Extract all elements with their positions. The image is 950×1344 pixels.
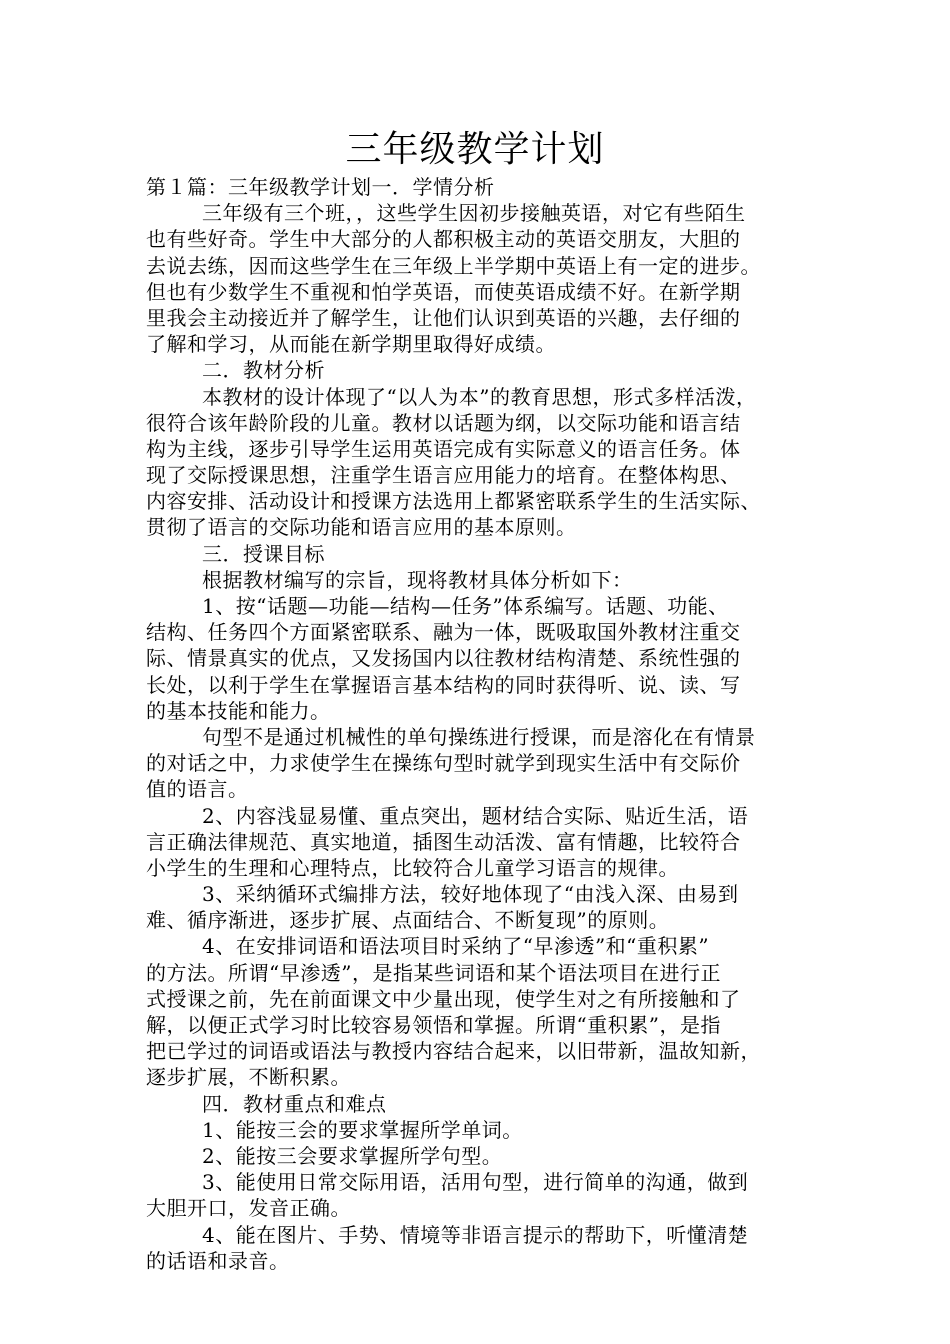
document-body [146, 174, 826, 1274]
body-text-line: 1、能按三会的要求掌握所学单词。 [202, 1117, 523, 1142]
body-text-line: 三年级有三个班，，这些学生因初步接触英语，对它有些陌生 [202, 201, 746, 226]
body-text-line: 小学生的生理和心理特点，比较符合儿童学习语言的规律。 [146, 855, 679, 880]
document-title: 三年级教学计划 [345, 129, 605, 170]
body-text-line: 也有些好奇。学生中大部分的人都积极主动的英语交朋友，大胆的 [146, 227, 741, 252]
body-text-line: 2、内容浅显易懂、重点突出，题材结合实际、贴近生活，语 [202, 803, 749, 828]
body-text-line: 内容安排、活动设计和授课方法选用上都紧密联系学生的生活实际、 [146, 489, 761, 514]
body-text-line: 的话语和录音。 [146, 1248, 290, 1273]
body-text-line: 把已学过的词语或语法与教授内容结合起来，以旧带新，温故知新， [146, 1039, 761, 1064]
body-text-line: 解，以便正式学习时比较容易领悟和掌握。所谓“重积累”，是指 [146, 1013, 721, 1037]
body-text-line: 里我会主动接近并了解学生，让他们认识到英语的兴趣，去仔细的 [146, 305, 741, 330]
body-text-line: 4、能在图片、手势、情境等非语言提示的帮助下，听懂清楚 [202, 1222, 749, 1247]
body-text-line: 4、在安排词语和语法项目时采纳了“早渗透”和“重积累” [202, 934, 710, 959]
body-text-line: 结构、任务四个方面紧密联系、融为一体，既吸取国外教材注重交 [146, 620, 741, 645]
body-text-line: 2、能按三会要求掌握所学句型。 [202, 1143, 503, 1168]
body-text-line: 根据教材编写的宗旨，现将教材具体分析如下： [202, 567, 633, 592]
body-text-line: 很符合该年龄阶段的儿童。教材以话题为纲，以交际功能和语言结 [146, 410, 741, 435]
body-text-line: 了解和学习，从而能在新学期里取得好成绩。 [146, 332, 556, 357]
body-text-line: 贯彻了语言的交际功能和语言应用的基本原则。 [146, 515, 577, 540]
body-text-line: 逐步扩展，不断积累。 [146, 1065, 351, 1090]
body-text-line: 式授课之前，先在前面课文中少量出现，使学生对之有所接触和了 [146, 986, 741, 1011]
body-text-line: 言正确法律规范、真实地道，插图生动活泼、富有情趣，比较符合 [146, 829, 741, 854]
body-text-line: 的基本技能和能力。 [146, 698, 331, 723]
body-text-line: 大胆开口，发音正确。 [146, 1196, 351, 1221]
body-text-line: 1、按“话题—功能—结构—任务”体系编写。话题、功能、 [202, 594, 729, 618]
body-text-line: 句型不是通过机械性的单句操练进行授课，而是溶化在有情景 [202, 724, 756, 749]
body-text-line: 值的语言。 [146, 777, 249, 802]
body-text-line: 的方法。所谓“早渗透”，是指某些词语和某个语法项目在进行正 [146, 960, 721, 985]
body-text-line: 的对话之中，力求使学生在操练句型时就学到现实生活中有交际价 [146, 751, 741, 776]
body-text-line: 现了交际授课思想，注重学生语言应用能力的培育。在整体构思、 [146, 463, 741, 488]
body-text-line: 本教材的设计体现了“以人为本”的教育思想，形式多样活泼， [202, 384, 757, 409]
body-text-line: 去说去练，因而这些学生在三年级上半学期中英语上有一定的进步。 [146, 253, 761, 278]
body-text-line: 四．教材重点和难点 [202, 1091, 387, 1116]
body-text-line: 际、情景真实的优点，又发扬国内以往教材结构清楚、系统性强的 [146, 646, 741, 671]
body-text-line: 难、循序渐进，逐步扩展、点面结合、不断复现”的原则。 [146, 908, 670, 933]
body-text-line: 二．教材分析 [202, 358, 325, 383]
body-text-line: 但也有少数学生不重视和怕学英语，而使英语成绩不好。在新学期 [146, 279, 741, 304]
body-text-line: 长处，以利于学生在掌握语言基本结构的同时获得听、说、读、写 [146, 672, 741, 697]
body-text-line: 三．授课目标 [202, 541, 325, 566]
body-text-line: 构为主线，逐步引导学生运用英语完成有实际意义的语言任务。体 [146, 436, 741, 461]
body-text-line: 第１篇：三年级教学计划一．学情分析 [146, 175, 495, 199]
body-text-line: 3、能使用日常交际用语，活用句型，进行简单的沟通，做到 [202, 1170, 749, 1195]
body-text-line: 3、采纳循环式编排方法，较好地体现了“由浅入深、由易到 [202, 882, 739, 907]
